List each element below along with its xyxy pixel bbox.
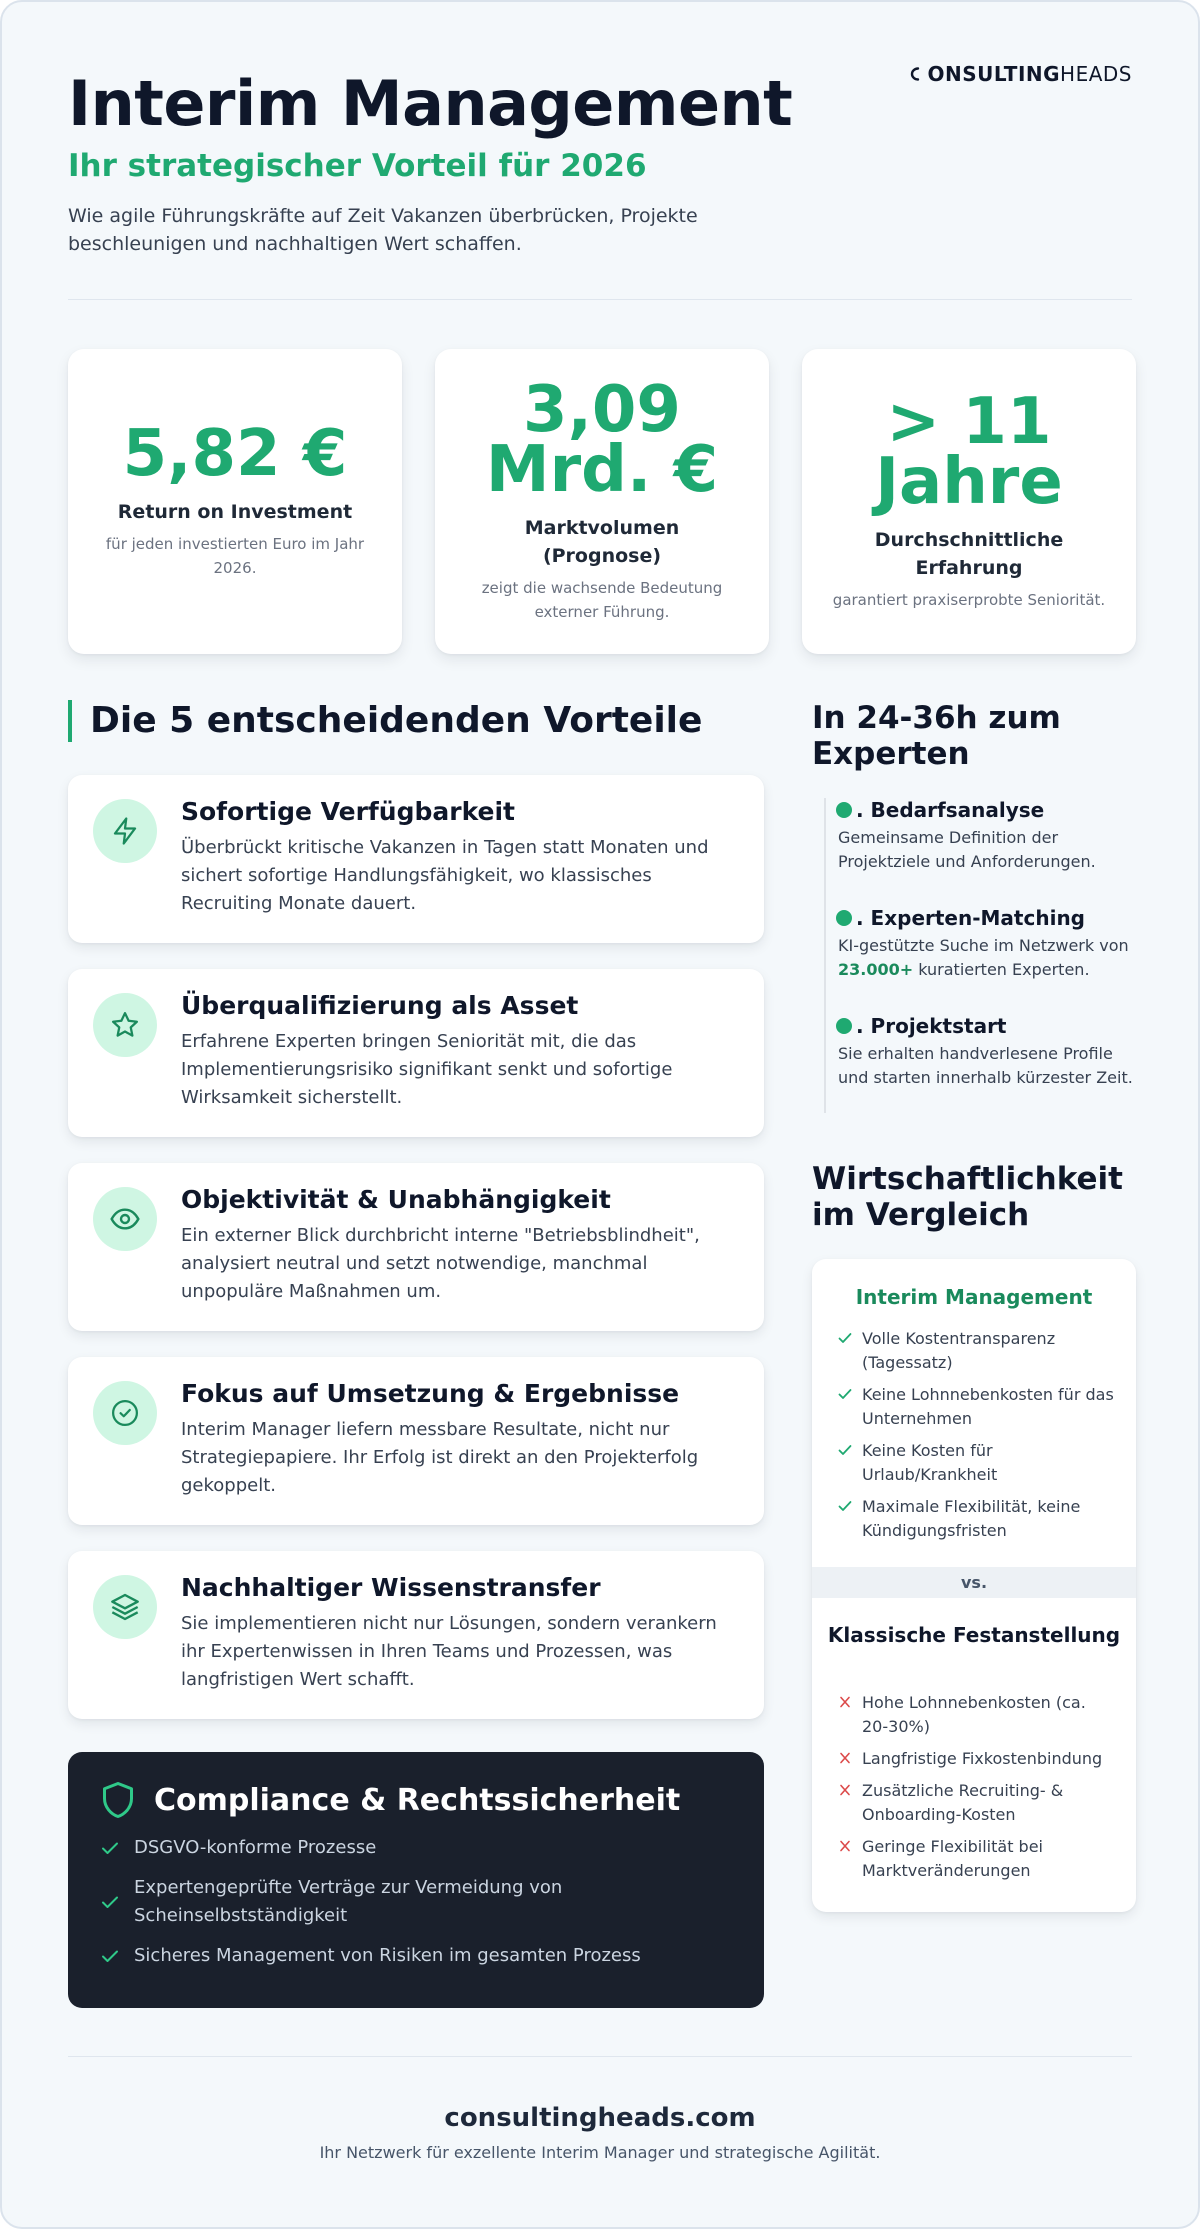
list-item <box>100 1834 732 1862</box>
advantage-text: Ein externer Blick durchbricht interne "Betriebsblindheit", analysiert neutral und setzt notwendige, manchmal unpopuläre Maßnahmen um. <box>181 1225 700 1302</box>
step-title: . Projektstart <box>856 1014 1007 1038</box>
compliance-box <box>68 1752 764 2008</box>
hero-intro: Wie agile Führungskräfte auf Zeit Vakanzen überbrücken, Projekte beschleunigen und nachhaltigen Wert schaffen. <box>68 205 698 255</box>
layers-icon <box>93 1575 157 1639</box>
compliance-list <box>100 1834 732 1970</box>
shield-icon <box>100 1780 136 1820</box>
advantage-card <box>68 969 764 1137</box>
advantage-title: Überqualifizierung als Asset <box>181 991 579 1020</box>
lightning-icon <box>93 799 157 863</box>
check-icon <box>838 1500 852 1512</box>
check-icon <box>838 1444 852 1456</box>
consultingheads-logo[interactable] <box>906 62 1132 86</box>
list-item: Keine Kosten für Urlaub/Krankheit <box>838 1439 1116 1487</box>
stat-description: garantiert praxiserprobte Seniorität. <box>832 590 1106 609</box>
classic-list <box>838 1691 1116 1891</box>
classic-title: Klassische Festanstellung <box>827 1623 1121 1647</box>
step-text: Sie erhalten handverlesene Profile und starten innerhalb kürzester Zeit. <box>838 1044 1133 1087</box>
process-step <box>838 906 1138 982</box>
advantage-title: Nachhaltiger Wissenstransfer <box>181 1573 601 1602</box>
interim-title: Interim Management <box>855 1285 1093 1309</box>
interim-list <box>838 1327 1116 1551</box>
stat-card-experience <box>802 349 1136 654</box>
advantage-text: Überbrückt kritische Vakanzen in Tagen statt Monaten und sichert sofortige Handlungsfähigkeit, wo klassisches Recruiting Monate dauert. <box>181 837 709 914</box>
footer-divider <box>68 2056 1132 2057</box>
check-circle-icon <box>93 1381 157 1445</box>
step-text: KI-gestützte Suche im Netzwerk von 23.000+ kuratierten Experten. <box>838 936 1129 979</box>
stat-card-market <box>435 349 769 654</box>
advantage-card <box>68 1357 764 1525</box>
stat-label: Marktvolumen (Prognose) <box>524 516 680 567</box>
x-icon <box>838 1840 852 1852</box>
compliance-item-text: DSGVO-konforme Prozesse <box>134 1837 377 1858</box>
logo-text-light: HEADS <box>1060 62 1132 86</box>
advantage-text: Erfahrene Experten bringen Seniorität mit, die das Implementierungsrisiko signifikant senkt und sofortige Wirksamkeit sicherstellt. <box>181 1031 673 1108</box>
compliance-item-text: Expertengeprüfte Verträge zur Vermeidung von Scheinselbstständigkeit <box>134 1877 563 1926</box>
stat-description: für jeden investierten Euro im Jahr 2026. <box>105 534 365 577</box>
advantage-title: Fokus auf Umsetzung & Ergebnisse <box>181 1379 680 1408</box>
check-icon <box>100 1948 120 1964</box>
comparison-heading: Wirtschaftlichkeit im Vergleich <box>812 1161 1123 1233</box>
network-count: 23.000+ <box>838 960 914 979</box>
advantages-heading: Die 5 entscheidenden Vorteile <box>68 700 702 742</box>
x-icon <box>838 1752 852 1764</box>
step-dot <box>836 910 852 926</box>
step-title: . Experten-Matching <box>856 906 1085 930</box>
step-dot <box>836 802 852 818</box>
stat-label: Return on Investment <box>117 500 353 523</box>
check-icon <box>100 1840 120 1856</box>
x-icon <box>838 1696 852 1708</box>
compliance-item-text: Sicheres Management von Risiken im gesamten Prozess <box>134 1945 641 1966</box>
comparison-card <box>812 1259 1136 1912</box>
list-item: Keine Lohnnebenkosten für das Unternehmen <box>838 1383 1116 1431</box>
stat-card-roi <box>68 349 402 654</box>
stat-label: Durchschnittliche Erfahrung <box>874 528 1064 579</box>
process-step <box>838 798 1138 874</box>
list-item <box>100 1874 732 1930</box>
process-heading: In 24-36h zum Experten <box>812 700 1061 772</box>
vs-divider: vs. <box>812 1567 1136 1598</box>
process-step <box>838 1014 1138 1090</box>
x-icon <box>838 1784 852 1796</box>
list-item: Maximale Flexibilität, keine Kündigungsfristen <box>838 1495 1116 1543</box>
stat-value: 3,09 Mrd. € <box>485 372 719 507</box>
list-item: Volle Kostentransparenz (Tagessatz) <box>838 1327 1116 1375</box>
list-item: Langfristige Fixkostenbindung <box>838 1747 1116 1771</box>
check-icon <box>838 1332 852 1344</box>
list-item: Hohe Lohnnebenkosten (ca. 20-30%) <box>838 1691 1116 1739</box>
step-dot <box>836 1018 852 1034</box>
advantage-title: Sofortige Verfügbarkeit <box>181 797 515 826</box>
list-item: Geringe Flexibilität bei Marktveränderungen <box>838 1835 1116 1883</box>
header-divider <box>68 299 1132 300</box>
logo-c-icon <box>906 66 926 82</box>
advantage-card <box>68 775 764 943</box>
advantage-card <box>68 1551 764 1719</box>
compliance-title: Compliance & Rechtssicherheit <box>154 1782 681 1818</box>
stat-value: > 11 Jahre <box>875 384 1063 519</box>
footer-domain-link[interactable]: consultingheads.com <box>444 2103 756 2133</box>
list-item <box>100 1942 732 1970</box>
page-subtitle: Ihr strategischer Vorteil für 2026 <box>68 148 647 184</box>
stat-description: zeigt die wachsende Bedeutung externer Führung. <box>481 578 723 621</box>
page-title: Interim Management <box>68 67 793 140</box>
check-icon <box>838 1388 852 1400</box>
advantage-text: Sie implementieren nicht nur Lösungen, sondern verankern ihr Expertenwissen in Ihren Teams und Prozessen, was langfristigen Wert schafft. <box>181 1613 717 1690</box>
list-item: Zusätzliche Recruiting- & Onboarding-Kosten <box>838 1779 1116 1827</box>
advantage-card <box>68 1163 764 1331</box>
advantage-title: Objektivität & Unabhängigkeit <box>181 1185 611 1214</box>
advantage-text: Interim Manager liefern messbare Resultate, nicht nur Strategiepapiere. Ihr Erfolg ist direkt an den Projekterfolg gekoppelt. <box>181 1419 699 1496</box>
step-title: . Bedarfsanalyse <box>856 798 1045 822</box>
stat-value: 5,82 € <box>122 416 348 491</box>
process-timeline <box>824 798 1144 1113</box>
eye-icon <box>93 1187 157 1251</box>
hero-section <box>68 64 828 258</box>
step-text: Gemeinsame Definition der Projektziele und Anforderungen. <box>838 828 1096 871</box>
footer-tagline: Ihr Netzwerk für exzellente Interim Manager und strategische Agilität. <box>319 2143 881 2162</box>
star-icon <box>93 993 157 1057</box>
logo-text-strong: ONSULTING <box>927 62 1061 86</box>
check-icon <box>100 1894 120 1910</box>
